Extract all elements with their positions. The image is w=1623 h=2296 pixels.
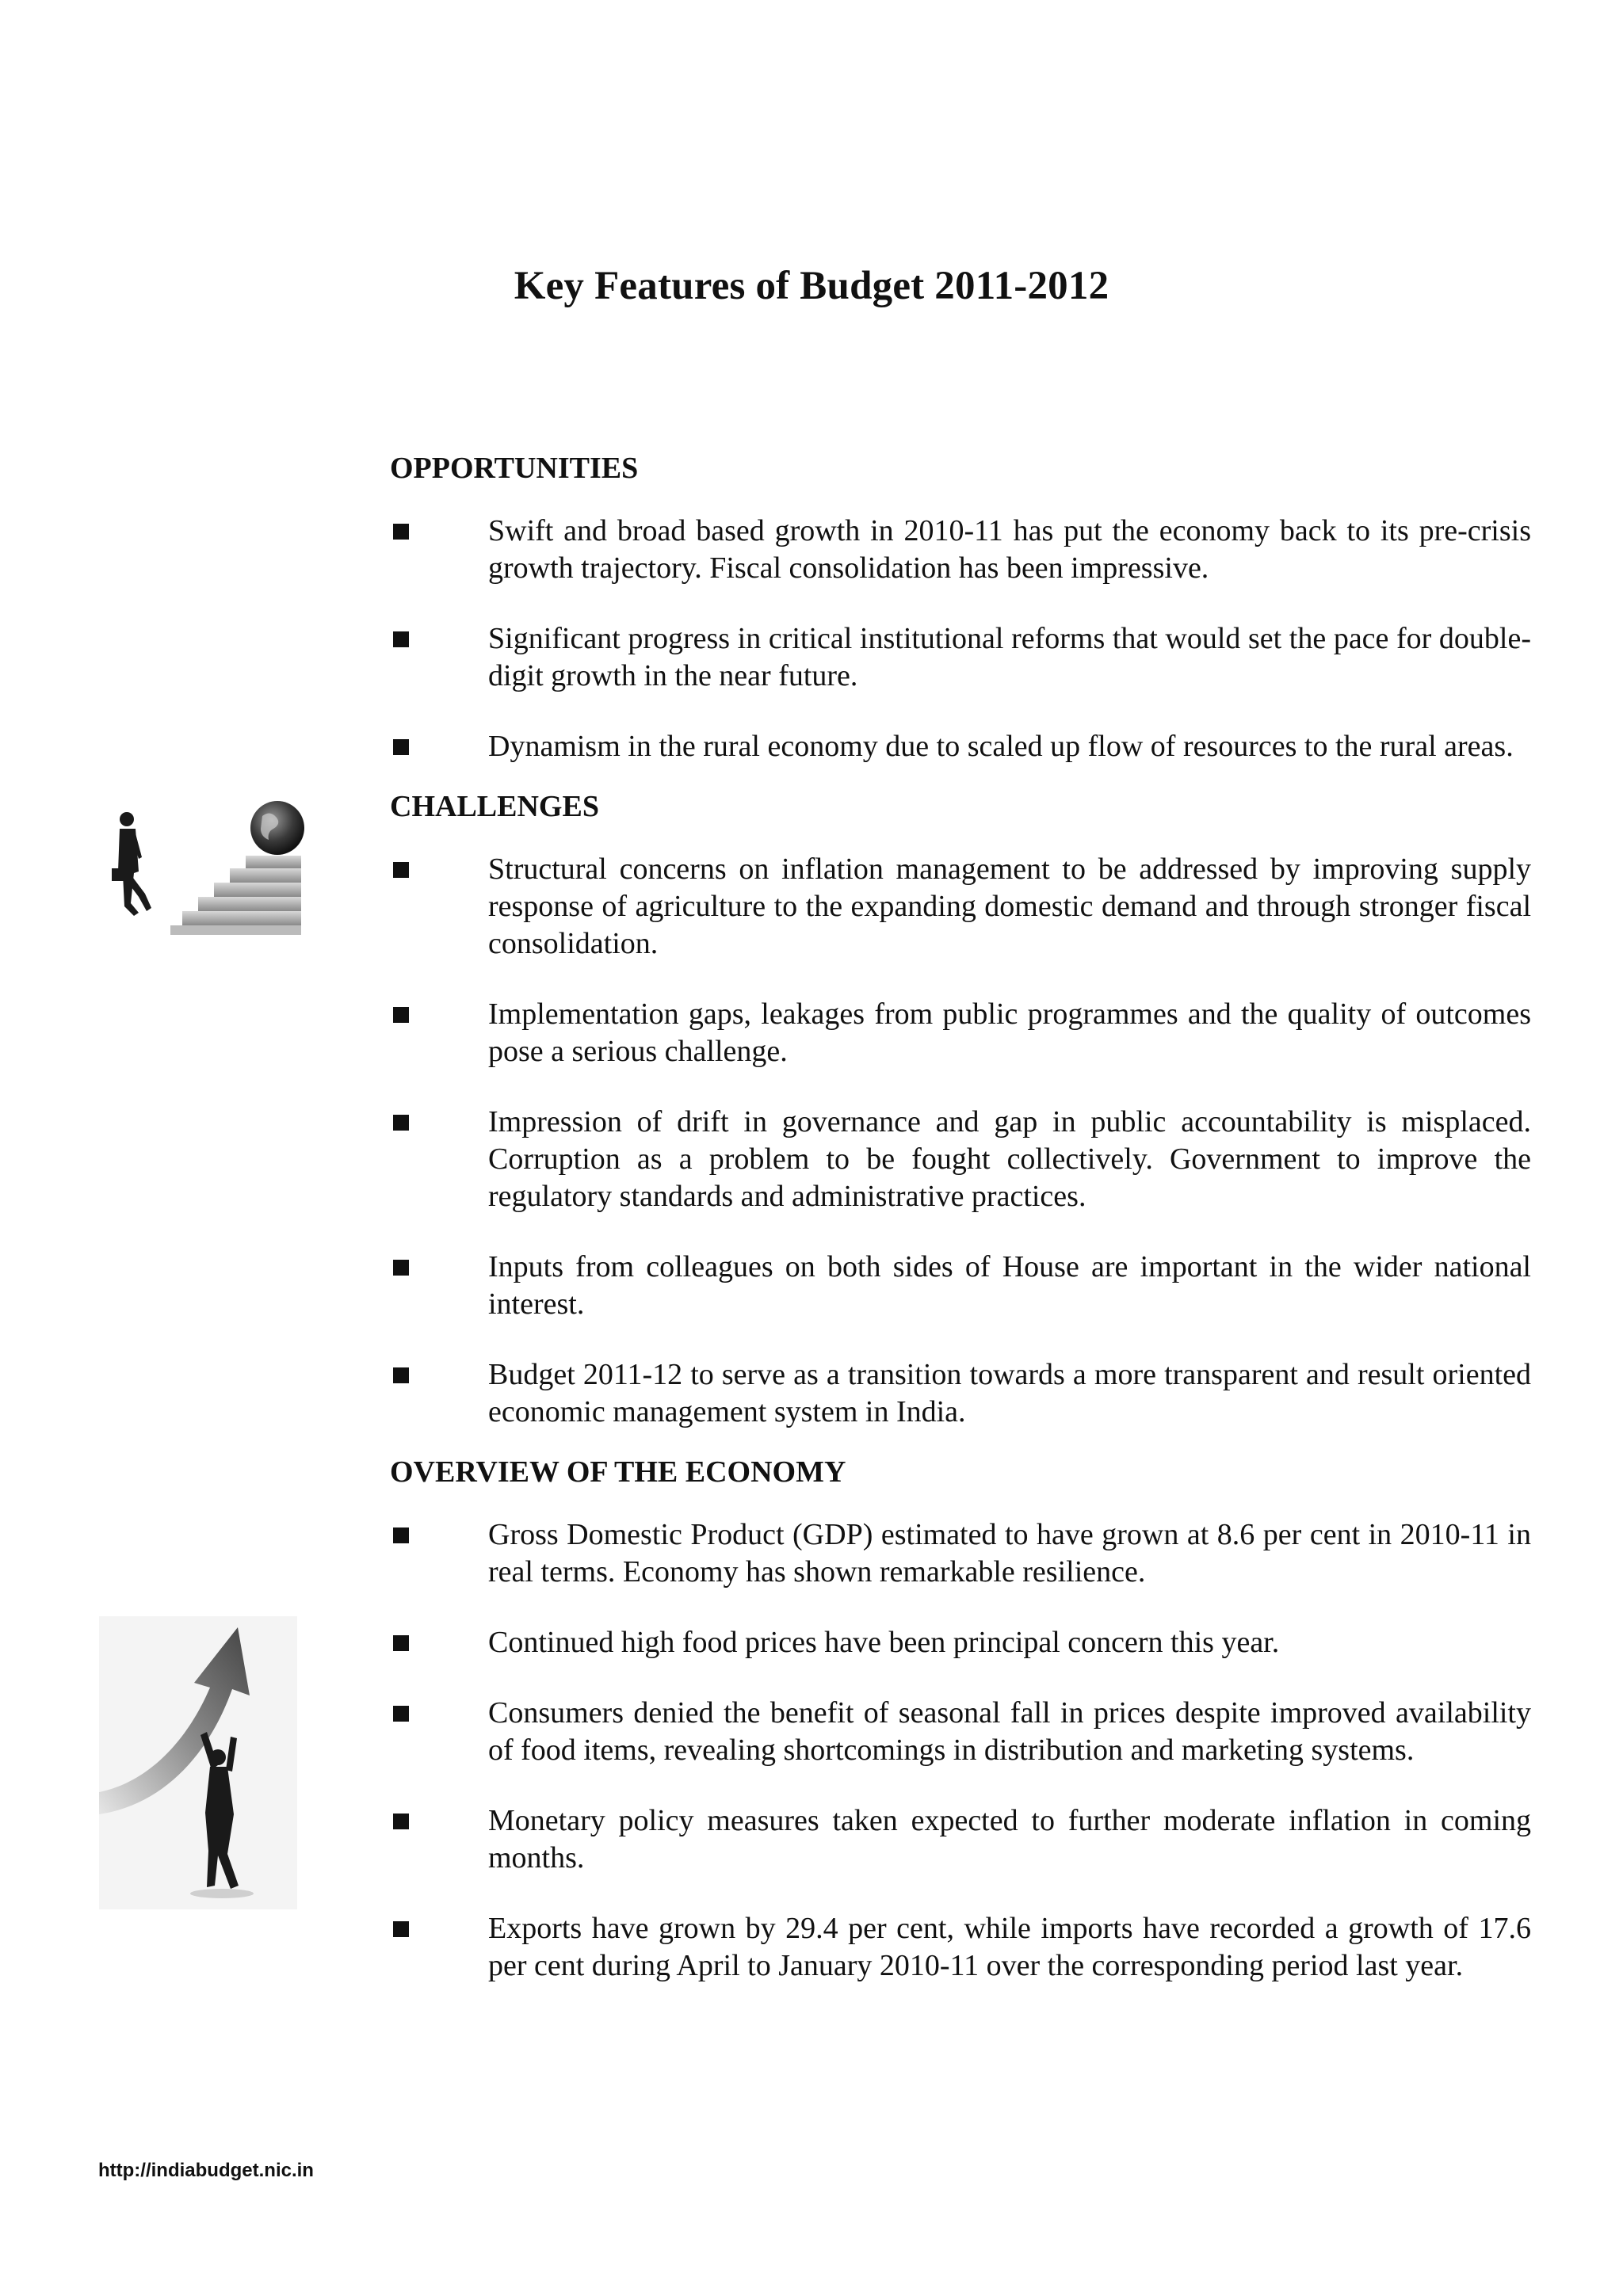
list-item xyxy=(390,1624,1531,1661)
list-item-text: Consumers denied the benefit of seasonal fall in prices despite improved availability of food items, revealing shortcomings in distribution and marketing systems. xyxy=(488,1696,1531,1767)
list-item xyxy=(390,1516,1531,1591)
list-item xyxy=(390,851,1531,963)
square-bullet-icon xyxy=(393,1814,409,1829)
list-item-text: Budget 2011-12 to serve as a transition towards a more transparent and result oriented economic management system in India. xyxy=(488,1358,1531,1428)
list-item-text: Significant progress in critical institutional reforms that would set the pace for double-digit growth in the near future. xyxy=(488,622,1531,692)
list-item-text: Dynamism in the rural economy due to scaled up flow of resources to the rural areas. xyxy=(488,730,1514,763)
square-bullet-icon xyxy=(393,1115,409,1131)
list-item-text: Structural concerns on inflation management to be addressed by improving supply response of agriculture to the expanding domestic demand and through stronger fiscal consolidation. xyxy=(488,852,1531,960)
section-overview-economy xyxy=(390,1451,1531,1985)
list-item xyxy=(390,728,1531,765)
list-item-text: Inputs from colleagues on both sides of House are important in the wider national interest. xyxy=(488,1250,1531,1321)
list-item xyxy=(390,1910,1531,1985)
square-bullet-icon xyxy=(393,739,409,755)
section-heading: OVERVIEW OF THE ECONOMY xyxy=(390,1455,846,1489)
square-bullet-icon xyxy=(393,1635,409,1651)
square-bullet-icon xyxy=(393,631,409,647)
square-bullet-icon xyxy=(393,524,409,540)
list-item-text: Impression of drift in governance and gap in public accountability is misplaced. Corruption as a problem to be fought collectively. Government to improve the regulatory standards and administrative practices. xyxy=(488,1105,1531,1213)
list-item xyxy=(390,1356,1531,1431)
square-bullet-icon xyxy=(393,1260,409,1276)
list-item-text: Gross Domestic Product (GDP) estimated to have grown at 8.6 per cent in 2010-11 in real terms. Economy has shown remarkable resilience. xyxy=(488,1518,1531,1589)
list-item-text: Swift and broad based growth in 2010-11 has put the economy back to its pre-crisis growth trajectory. Fiscal consolidation has been impressive. xyxy=(488,514,1531,585)
square-bullet-icon xyxy=(393,1007,409,1023)
square-bullet-icon xyxy=(393,862,409,878)
list-item-text: Implementation gaps, leakages from public programmes and the quality of outcomes pose a serious challenge. xyxy=(488,997,1531,1068)
section-challenges xyxy=(390,786,1531,1431)
man-pushing-rising-arrow-icon xyxy=(99,1616,297,1909)
bullet-list xyxy=(390,851,1531,1431)
square-bullet-icon xyxy=(393,1367,409,1383)
list-item-text: Monetary policy measures taken expected to further moderate inflation in coming months. xyxy=(488,1804,1531,1875)
square-bullet-icon xyxy=(393,1527,409,1543)
list-item-text: Continued high food prices have been principal concern this year. xyxy=(488,1626,1280,1659)
list-item xyxy=(390,513,1531,587)
list-item xyxy=(390,1695,1531,1769)
section-heading: CHALLENGES xyxy=(390,790,599,823)
list-item-text: Exports have grown by 29.4 per cent, while imports have recorded a growth of 17.6 per cent during April to January 2010-11 over the corresponding period last year. xyxy=(488,1912,1531,1982)
section-opportunities xyxy=(390,448,1531,765)
list-item xyxy=(390,1249,1531,1323)
list-item xyxy=(390,996,1531,1070)
man-climbing-stairs-to-globe-icon xyxy=(107,792,313,951)
footer-url-link[interactable]: http://indiabudget.nic.in xyxy=(98,2160,314,2181)
bullet-list xyxy=(390,1516,1531,1985)
list-item xyxy=(390,1802,1531,1877)
list-item xyxy=(390,620,1531,695)
content-body xyxy=(390,448,1531,2005)
square-bullet-icon xyxy=(393,1706,409,1722)
list-item xyxy=(390,1104,1531,1215)
page-title: Key Features of Budget 2011-2012 xyxy=(514,264,1109,308)
bullet-list xyxy=(390,513,1531,765)
section-heading: OPPORTUNITIES xyxy=(390,452,639,485)
square-bullet-icon xyxy=(393,1921,409,1937)
